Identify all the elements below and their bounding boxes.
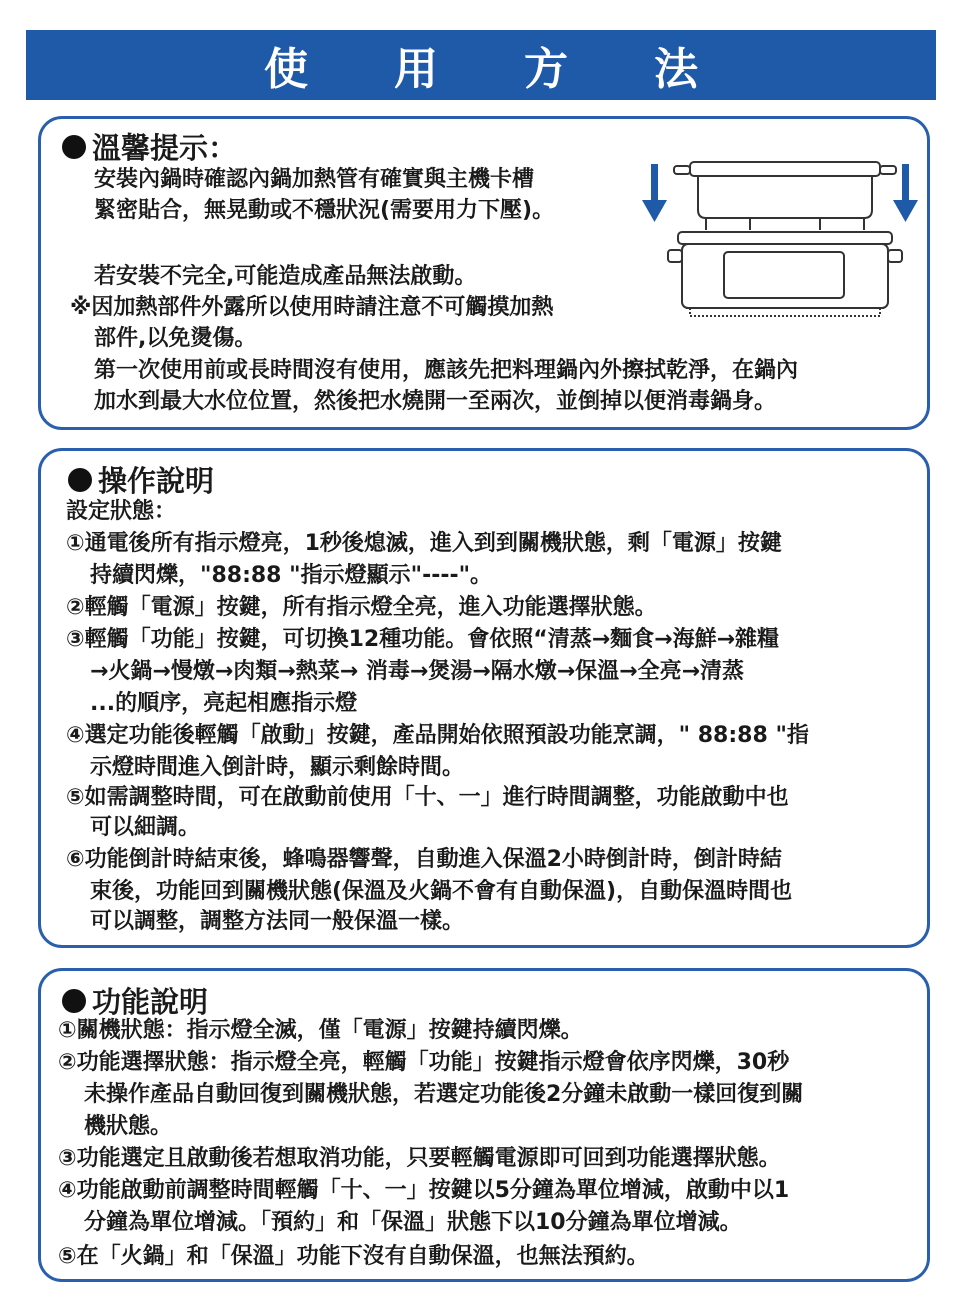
operation-line: 束後，功能回到關機狀態(保溫及火鍋不會有自動保溫)，自動保溫時間也 [90,879,793,904]
functions-line: ②功能選擇狀態：指示燈全亮，輕觸「功能」按鍵指示燈會依序閃爍，30秒 [58,1050,790,1075]
title-char: 使 [264,44,308,95]
operation-line: 持續閃爍，"88:88 "指示燈顯示"----"。 [90,563,493,588]
functions-line: ③功能選定且啟動後若想取消功能，只要輕觸電源即可回到功能選擇狀態。 [58,1146,781,1171]
base-unit-icon [668,232,902,316]
operation-line: ②輕觸「電源」按鍵，所有指示燈全亮，進入功能選擇狀態。 [66,595,657,620]
functions-line: ①關機狀態：指示燈全滅，僅「電源」按鍵持續閃爍。 [58,1018,583,1043]
page-title-banner [26,30,936,100]
operation-line: 示燈時間進入倒計時，顯示剩餘時間。 [90,755,465,780]
title-char: 法 [654,44,698,95]
operation-line: ④選定功能後輕觸「啟動」按鍵，產品開始依照預設功能烹調，" 88:88 "指 [66,723,809,748]
functions-heading: 功能說明 [62,980,208,1021]
operation-line: 可以細調。 [90,815,201,840]
inner-pot-icon [674,162,896,230]
functions-line: 機狀態。 [84,1114,173,1139]
tips-line: 若安裝不完全,可能造成產品無法啟動。 [94,264,477,289]
functions-line: ④功能啟動前調整時間輕觸「十、一」按鍵以5分鐘為單位增減，啟動中以1 [58,1178,790,1203]
tips-line: 加水到最大水位位置，然後把水燒開一至兩次，並倒掉以便消毒鍋身。 [94,389,777,414]
tips-warning-line: ※因加熱部件外露所以使用時請注意不可觸摸加熱 [70,295,554,320]
title-char: 用 [394,44,438,95]
tips-line: 緊密貼合，無晃動或不穩狀況(需要用力下壓)。 [94,198,555,223]
tips-line: 第一次使用前或長時間沒有使用，應該先把料理鍋內外擦拭乾淨，在鍋內 [94,358,799,383]
bullet-dot-icon [62,989,86,1013]
operation-line: ①通電後所有指示燈亮，1秒後熄滅，進入到到關機狀態，剩「電源」按鍵 [66,531,782,556]
cooker-install-illustration [640,156,930,326]
operation-heading: 操作說明 [68,459,214,500]
operation-line: 設定狀態： [66,499,177,524]
functions-line: 分鐘為單位增減。「預約」和「保溫」狀態下以10分鐘為單位增減。 [84,1210,742,1235]
title-char: 方 [524,44,568,95]
operation-line: →火鍋→慢燉→肉類→熱菜→ 消毒→煲湯→隔水燉→保溫→全亮→清蒸 [90,659,744,684]
operation-line: 可以調整，調整方法同一般保溫一樣。 [90,909,465,934]
tips-line: 安裝內鍋時確認內鍋加熱管有確實與主機卡槽 [94,167,535,192]
tips-line: 部件,以免燙傷。 [94,326,257,351]
operation-line: ③輕觸「功能」按鍵，可切換12種功能。會依照“清蒸→麵食→海鮮→雜糧 [66,627,780,652]
functions-line: ⑤在「火鍋」和「保溫」功能下沒有自動保溫，也無法預約。 [58,1244,649,1269]
tips-heading: 溫馨提示： [62,126,237,167]
operation-line: ...的順序，亮起相應指示燈 [90,691,358,716]
functions-line: 未操作產品自動回復到關機狀態，若選定功能後2分鐘未啟動一樣回復到關 [84,1082,804,1107]
operation-line: ⑥功能倒計時結束後，蜂鳴器響聲，自動進入保溫2小時倒計時，倒計時結 [66,847,782,872]
bullet-dot-icon [68,468,92,492]
down-arrow-icon [642,164,667,222]
operation-line: ⑤如需調整時間，可在啟動前使用「十、一」進行時間調整，功能啟動中也 [66,785,789,810]
bullet-dot-icon [62,135,86,159]
